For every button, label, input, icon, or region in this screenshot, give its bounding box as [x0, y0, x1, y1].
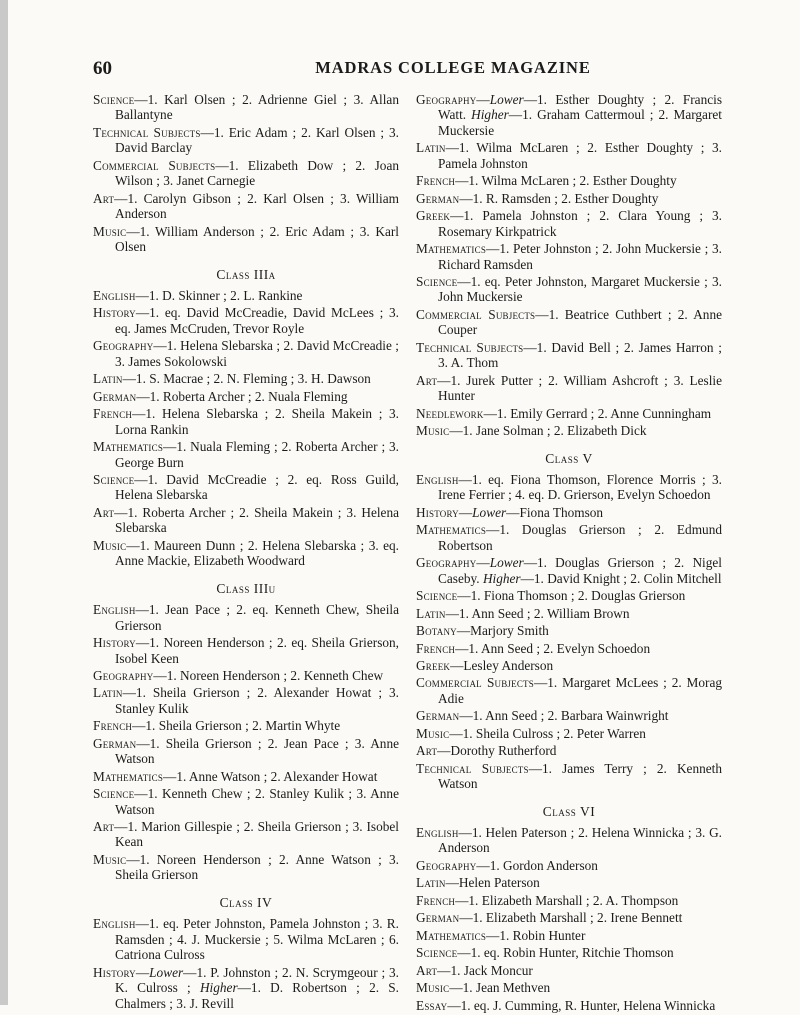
prize-entry — [416, 641, 722, 656]
prize-entry — [93, 439, 399, 470]
prize-winners: —1. Helen Paterson ; 2. Helena Winnicka ; 3. G. Anderson — [438, 825, 722, 856]
prize-entry — [416, 340, 722, 371]
subject-name: Science — [416, 945, 458, 961]
subject-name: Geography — [416, 857, 477, 873]
prize-entry — [93, 736, 399, 767]
subject-name: German — [416, 190, 460, 206]
prize-winners: —1. Carolyn Gibson ; 2. Karl Olsen ; 3. William Anderson — [114, 190, 399, 222]
prize-winners: —1. eq. Fiona Thomson, Florence Morris ; 3. Irene Ferrier ; 4. eq. D. Grierson, Evelyn Schoedon — [438, 471, 722, 503]
subject-name: English — [416, 825, 459, 841]
prize-winners: —1. eq. Peter Johnston, Margaret Muckersie ; 3. John Muckersie — [438, 273, 722, 305]
prize-entry — [416, 825, 722, 856]
prize-winners: —1. Roberta Archer ; 2. Nuala Fleming — [136, 388, 348, 404]
prize-winners: —1. Jurek Putter ; 2. William Ashcroft ; 3. Leslie Hunter — [437, 372, 722, 404]
prize-entry — [93, 288, 399, 303]
prize-entry — [416, 423, 722, 438]
prize-winners: —1. Noreen Henderson ; 2. eq. Sheila Grierson, Isobel Keen — [115, 635, 399, 666]
prize-entry — [93, 371, 399, 386]
class-heading-5: Class V — [545, 450, 593, 466]
subject-name: Commercial Subjects — [416, 306, 536, 322]
subject-name: German — [416, 910, 460, 926]
prize-winners: —1. Gordon Anderson — [476, 857, 598, 873]
prize-winners: —1. Peter Johnston ; 2. John Muckersie ; 3. Richard Ramsden — [438, 241, 722, 272]
prize-winners: —1. Jane Solman ; 2. Elizabeth Dick — [449, 423, 647, 439]
subject-name: Music — [416, 980, 450, 996]
prize-entry — [416, 875, 722, 890]
prize-entry — [416, 963, 722, 978]
prize-winners: —1. Sheila Grierson ; 2. Alexander Howat ; 3. Stanley Kulik — [115, 685, 399, 716]
subject-name: French — [416, 892, 456, 908]
prize-winners: —1. Ann Seed ; 2. William Brown — [445, 605, 630, 621]
subject-name: Mathematics — [416, 241, 487, 257]
subject-name: Music — [416, 725, 450, 741]
prize-entry — [416, 208, 722, 239]
prize-winners: —1. Roberta Archer ; 2. Sheila Makein ; 3. Helena Slebarska — [114, 504, 399, 536]
subject-name: History — [93, 635, 136, 651]
subject-name: Commercial Subjects — [93, 157, 216, 173]
prize-winners: —1. Karl Olsen ; 2. Adrienne Giel ; 3. Allan Ballantyne — [115, 92, 399, 123]
prize-winners: —1. Jack Moncur — [437, 962, 533, 978]
subject-name: English — [93, 916, 136, 932]
prize-entry — [416, 658, 722, 673]
level-label: Lower — [149, 964, 184, 980]
subject-name: Art — [416, 962, 438, 978]
prize-entry — [93, 685, 399, 716]
subject-name: French — [416, 173, 456, 189]
prize-winners: —1. Fiona Thomson ; 2. Douglas Grierson — [457, 588, 686, 604]
prize-winners: —Helen Paterson — [445, 875, 540, 891]
prize-winners: —1. Marion Gillespie ; 2. Sheila Grierson ; 3. Isobel Kean — [114, 819, 399, 850]
subject-name: Latin — [93, 371, 123, 387]
subject-name: Mathematics — [93, 768, 164, 784]
subject-name: Science — [416, 273, 458, 289]
prize-winners: —1. James Terry ; 2. Kenneth Watson — [438, 760, 722, 792]
subject-name: Commercial Subjects — [416, 675, 534, 691]
prize-winners: —1. P. Johnston ; 2. N. Scrymgeour ; 3. K. Culross ; — [115, 964, 399, 996]
prize-entry — [93, 505, 399, 536]
prize-list — [416, 588, 722, 791]
prize-winners: —1. Robin Hunter — [486, 927, 586, 943]
prize-winners: —1. Emily Gerrard ; 2. Anne Cunningham — [483, 405, 712, 421]
prize-winners: —1. Sheila Grierson ; 2. Jean Pace ; 3. Anne Watson — [115, 735, 399, 767]
subject-name: French — [416, 640, 456, 656]
prize-entry — [416, 623, 722, 638]
prize-entry — [416, 980, 722, 995]
prize-entry — [93, 338, 399, 369]
subject-name: German — [93, 388, 137, 404]
prize-winners: —1. Jean Pace ; 2. eq. Kenneth Chew, Sheila Grierson — [115, 602, 399, 633]
subject-name: Geography — [93, 667, 154, 683]
prize-entry — [93, 538, 399, 569]
subject-name: Geography — [93, 338, 154, 354]
prize-list — [416, 472, 722, 503]
prize-entry — [416, 191, 722, 206]
subject-name: Technical Subjects — [416, 339, 524, 355]
prize-winners: —1. Maureen Dunn ; 2. Helena Slebarska ; 3. eq. Anne Mackie, Elizabeth Woodward — [115, 537, 399, 569]
subject-name: History — [93, 305, 136, 321]
prize-winners: —1. Douglas Grierson ; 2. Nigel Caseby. — [438, 555, 722, 586]
page-header — [93, 58, 773, 82]
class-heading-3u: Class IIIu — [216, 580, 276, 596]
prize-winners: —1. Esther Doughty ; 2. Francis Watt. — [438, 92, 722, 123]
subject-name: Geography — [416, 555, 477, 571]
subject-name: Mathematics — [416, 522, 487, 538]
level-label: Lower — [489, 92, 524, 107]
prize-list — [416, 140, 722, 438]
prize-winners: —1. Noreen Henderson ; 2. Anne Watson ; 3. Sheila Grierson — [115, 851, 399, 883]
prize-winners: —1. Douglas Grierson ; 2. Edmund Robertson — [438, 522, 722, 553]
prize-entry — [93, 472, 399, 503]
prize-winners: —1. Ann Seed ; 2. Evelyn Schoedon — [455, 640, 651, 656]
prize-winners: —1. Sheila Grierson ; 2. Martin Whyte — [132, 718, 341, 734]
prize-entry — [416, 708, 722, 723]
prize-winners: —1. David McCreadie ; 2. eq. Ross Guild, Helena Slebarska — [115, 471, 399, 503]
subject-name: Art — [93, 819, 115, 835]
prize-entry — [416, 588, 722, 603]
prize-winners: —1. eq. David McCreadie, David McLees ; 3. eq. James McCruden, Trevor Royle — [115, 305, 399, 336]
prize-winners: —1. S. Macrae ; 2. N. Fleming ; 3. H. Dawson — [122, 371, 371, 387]
prize-entry: Geography—Lower—1. Esther Doughty ; 2. Francis Watt. Higher—1. Graham Cattermoul ; 2. Margaret Muckersie — [416, 92, 722, 138]
prize-winners: —1. Elizabeth Dow ; 2. Joan Wilson ; 3. Janet Carnegie — [115, 157, 399, 189]
page-gutter-shadow — [0, 0, 8, 1005]
prize-entry — [416, 928, 722, 943]
prize-entry — [93, 191, 399, 222]
prize-entry — [93, 389, 399, 404]
subject-name: Mathematics — [93, 439, 164, 455]
prize-winners: —1. Helena Slebarska ; 2. Sheila Makein ; 3. Lorna Rankin — [115, 406, 399, 437]
subject-name: Needlework — [416, 405, 484, 421]
page-number: 60 — [93, 58, 112, 79]
prize-list — [93, 602, 399, 883]
prize-winners: —1. Noreen Henderson ; 2. Kenneth Chew — [153, 667, 384, 683]
subject-name: Geography — [416, 92, 477, 107]
prize-entry — [93, 406, 399, 437]
class-heading-6: Class VI — [542, 803, 596, 819]
subject-name: History — [93, 964, 136, 980]
prize-entry — [416, 406, 722, 421]
prize-winners: —1. Elizabeth Marshall ; 2. A. Thompson — [455, 892, 679, 908]
subject-name: Science — [416, 588, 458, 604]
subject-name: Mathematics — [416, 927, 487, 943]
prize-entry — [416, 241, 722, 272]
subject-name: Art — [416, 372, 438, 388]
prize-winners: —1. David Knight ; 2. Colin Mitchell — [520, 570, 722, 586]
running-title: MADRAS COLLEGE MAGAZINE — [315, 58, 591, 77]
prize-winners: —1. Beatrice Cuthbert ; 2. Anne Couper — [438, 306, 722, 338]
prize-winners: —1. eq. Robin Hunter, Ritchie Thomson — [457, 945, 674, 961]
prize-entry — [416, 858, 722, 873]
prize-winners: —1. Nuala Fleming ; 2. Roberta Archer ; 3. George Burn — [115, 439, 399, 470]
subject-name: German — [93, 735, 137, 751]
prize-winners: —Fiona Thomson — [506, 504, 604, 520]
prize-winners: —1. Pamela Johnston ; 2. Clara Young ; 3. Rosemary Kirkpatrick — [438, 208, 722, 239]
subject-name: History — [416, 504, 459, 520]
subject-name: Science — [93, 786, 135, 802]
prize-winners: —1. Helena Slebarska ; 2. David McCreadie ; 3. James Sokolowski — [115, 338, 399, 369]
subject-name: Technical Subjects — [416, 760, 529, 776]
prize-list — [416, 522, 722, 553]
prize-winners: —1. Eric Adam ; 2. Karl Olsen ; 3. David Barclay — [115, 124, 399, 156]
subject-name: Latin — [416, 605, 446, 621]
prize-winners: —1. Ann Seed ; 2. Barbara Wainwright — [459, 708, 669, 724]
subject-name: Science — [93, 471, 135, 487]
prize-entry — [416, 522, 722, 553]
prize-winners: —Lesley Anderson — [450, 657, 554, 673]
prize-entry — [416, 373, 722, 404]
prize-entry — [416, 726, 722, 741]
prize-winners: —1. Wilma McLaren ; 2. Esther Doughty — [455, 173, 677, 189]
prize-entry — [93, 224, 399, 255]
prize-winners: —1. Kenneth Chew ; 2. Stanley Kulik ; 3. Anne Watson — [115, 786, 399, 817]
subject-name: Botany — [416, 623, 457, 639]
prize-winners: —1. William Anderson ; 2. Eric Adam ; 3. Karl Olsen — [115, 223, 399, 255]
prize-winners: —Marjory Smith — [456, 623, 549, 639]
prize-winners: —1. R. Ramsden ; 2. Esther Doughty — [459, 190, 659, 206]
level-label: Lower — [472, 504, 507, 520]
level-label: Higher — [482, 570, 521, 586]
prize-entry — [93, 769, 399, 784]
prize-entry — [416, 998, 722, 1013]
prize-entry — [416, 606, 722, 621]
prize-winners: —1. David Bell ; 2. James Harron ; 3. A. Thom — [438, 339, 722, 371]
subject-name: Technical Subjects — [93, 124, 201, 140]
prize-entry — [416, 307, 722, 338]
prize-winners: —1. Jean Methven — [449, 980, 551, 996]
subject-name: Latin — [93, 685, 123, 701]
left-column — [93, 92, 399, 1013]
subject-name: Greek — [416, 208, 451, 224]
prize-list — [416, 825, 722, 1013]
subject-name: Music — [93, 851, 127, 867]
prize-winners: —1. eq. Peter Johnston, Pamela Johnston ; 3. R. Ramsden ; 4. J. Muckersie ; 5. Wilma McLaren ; 6. Catriona Culross — [115, 916, 399, 963]
subject-name: Music — [416, 423, 450, 439]
prize-entry — [93, 819, 399, 850]
subject-name: Art — [93, 504, 115, 520]
prize-entry — [416, 945, 722, 960]
subject-name: Science — [93, 92, 135, 107]
prize-winners: —1. Margaret McLees ; 2. Morag Adie — [438, 675, 722, 706]
prize-list — [93, 288, 399, 569]
prize-entry — [416, 140, 722, 171]
prize-entry: Geography—Lower—1. Douglas Grierson ; 2. Nigel Caseby. Higher—1. David Knight ; 2. Colin Mitchell — [416, 555, 722, 586]
prize-entry — [93, 786, 399, 817]
subject-name: German — [416, 708, 460, 724]
prize-entry — [416, 675, 722, 706]
prize-entry — [93, 125, 399, 156]
class-heading-3a: Class IIIa — [216, 266, 276, 282]
level-label: Lower — [489, 555, 524, 571]
subject-name: French — [93, 406, 133, 422]
subject-name: Latin — [416, 875, 446, 891]
prize-entry — [93, 602, 399, 633]
prize-entry — [416, 173, 722, 188]
subject-name: Art — [416, 743, 438, 759]
prize-winners: —1. Graham Cattermoul ; 2. Margaret Muckersie — [438, 107, 722, 138]
prize-winners: —1. Wilma McLaren ; 2. Esther Doughty ; 3. Pamela Johnston — [438, 140, 722, 171]
subject-name: English — [93, 287, 136, 303]
subject-name: English — [93, 602, 136, 618]
class-heading-4: Class IV — [219, 894, 273, 910]
subject-name: Essay — [416, 997, 448, 1013]
subject-name: Music — [93, 537, 127, 553]
level-label: Higher — [471, 107, 509, 123]
prize-list — [93, 92, 399, 255]
prize-entry — [93, 852, 399, 883]
subject-name: Latin — [416, 140, 446, 156]
prize-winners: —1. Elizabeth Marshall ; 2. Irene Bennett — [459, 910, 683, 926]
prize-entry — [93, 92, 399, 123]
prize-winners: —1. D. Skinner ; 2. L. Rankine — [135, 287, 303, 303]
prize-entry — [93, 668, 399, 683]
prize-entry — [93, 158, 399, 189]
prize-entry — [93, 305, 399, 336]
subject-name: Music — [93, 223, 127, 239]
prize-winners: —1. Sheila Culross ; 2. Peter Warren — [449, 725, 646, 741]
prize-entry — [93, 635, 399, 666]
prize-entry — [93, 718, 399, 733]
prize-entry: History—Lower—1. P. Johnston ; 2. N. Scrymgeour ; 3. K. Culross ; Higher—1. D. Robertson ; 2. S. Chalmers ; 3. J. Revill — [93, 964, 400, 1011]
level-label: Higher — [199, 980, 238, 996]
prize-winners: —Dorothy Rutherford — [437, 743, 557, 759]
prize-entry: History—Lower—Fiona Thomson — [416, 504, 604, 520]
prize-entry — [416, 761, 722, 792]
right-column — [416, 92, 722, 1015]
prize-winners: —1. Anne Watson ; 2. Alexander Howat — [163, 768, 378, 784]
prize-entry — [416, 274, 722, 305]
subject-name: Art — [93, 190, 115, 206]
prize-winners: —1. eq. J. Cumming, R. Hunter, Helena Winnicka — [447, 997, 716, 1013]
subject-name: Greek — [416, 657, 451, 673]
prize-entry — [416, 743, 722, 758]
subject-name: English — [416, 471, 459, 487]
prize-entry — [416, 893, 722, 908]
prize-entry — [93, 916, 399, 962]
prize-entry — [416, 472, 722, 503]
prize-winners: —1. D. Robertson ; 2. S. Chalmers ; 3. J. Revill — [115, 980, 400, 1011]
subject-name: French — [93, 718, 133, 734]
prize-entry — [416, 910, 722, 925]
